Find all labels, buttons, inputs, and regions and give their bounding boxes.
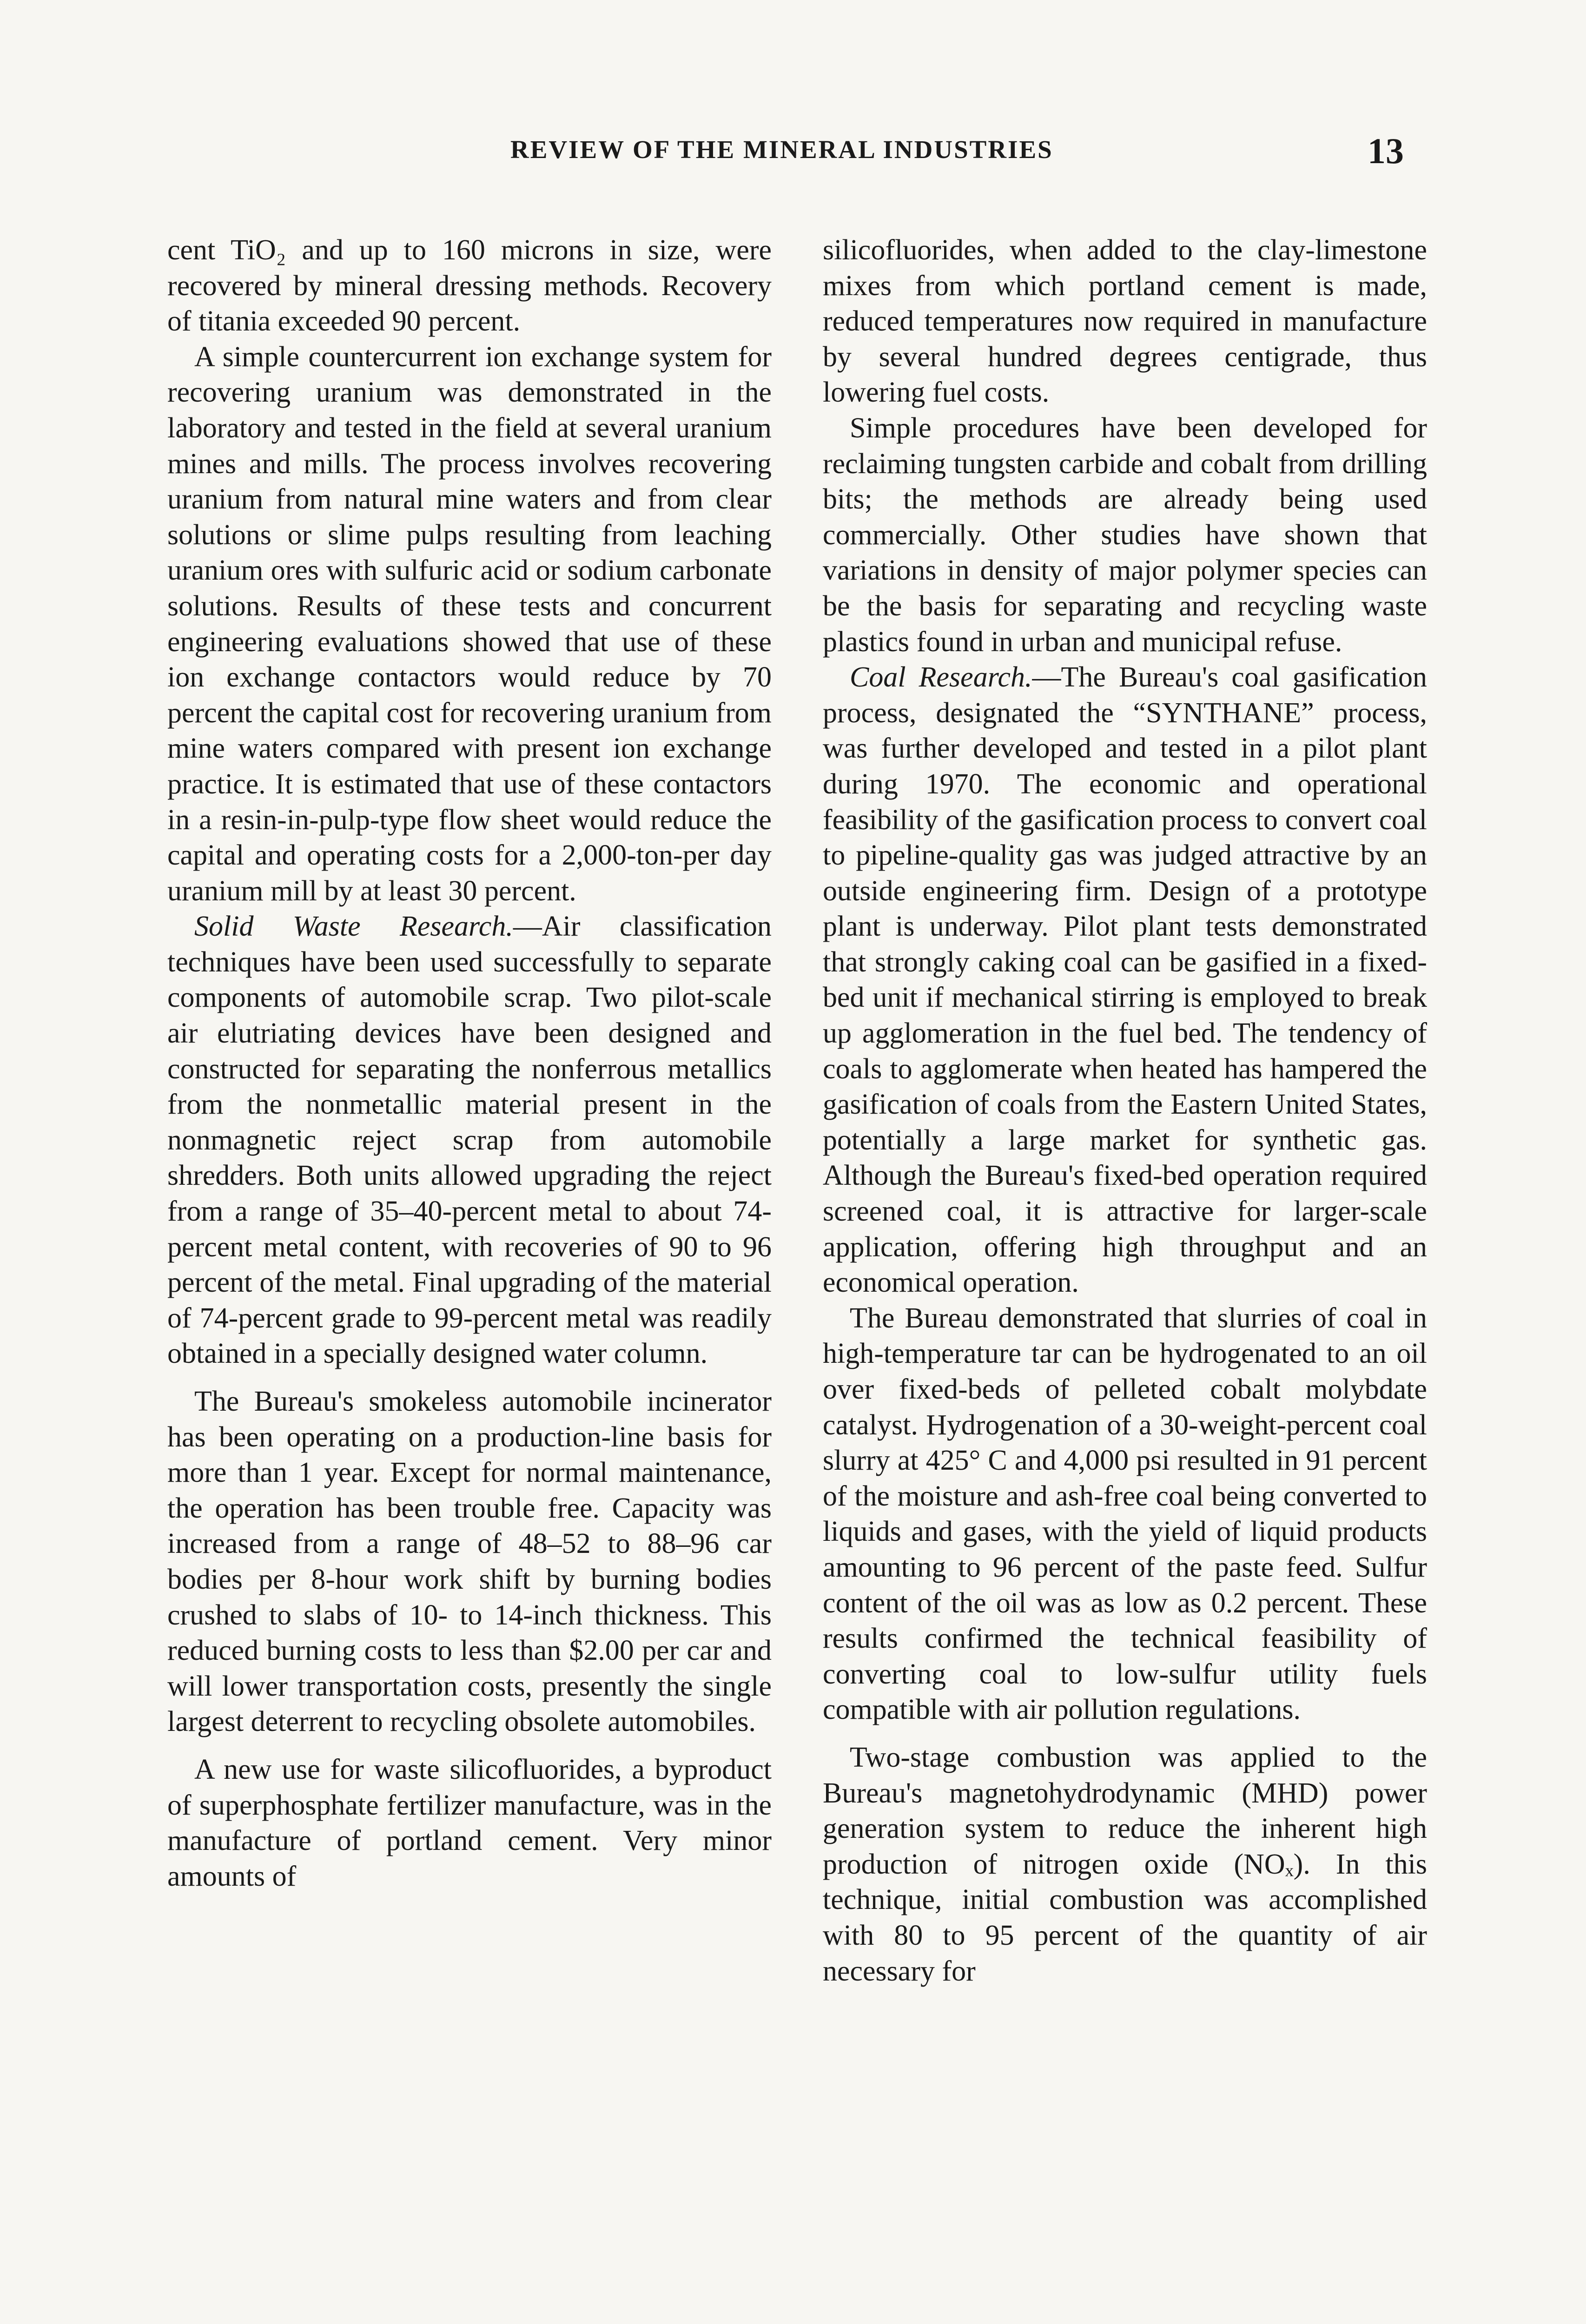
paragraph — [823, 660, 1427, 1301]
section-heading: Solid Waste Research. — [194, 911, 513, 943]
page-number: 13 — [1368, 131, 1404, 171]
paragraph: Simple procedures have been developed for reclaiming tungsten carbide and cobalt from drilling bits; the methods are already being used commercially. Other studies have shown that variations in density of major polymer species can be the basis for separating and recycling waste plastics found in urban and municipal refuse. — [823, 412, 1427, 658]
paragraph: A simple countercurrent ion exchange system for recovering uranium was demonstrated in the laboratory and tested in the field at several uranium mines and mills. The process involves recovering uranium from natural mine waters and from clear solutions or slime pulps resulting from leaching uranium ores with sulfuric acid or sodium carbonate solutions. Results of these tests and concurrent engineering evaluations showed that use of these ion exchange contactors would reduce by 70 percent the capital cost for recovering uranium from mine waters compared with present ion exchange practice. It is estimated that use of these contactors in a resin-in-pulp-type flow sheet would reduce the capital and operating costs for a 2,000-ton-per day uranium mill by at least 30 percent. — [167, 341, 772, 907]
paragraph — [167, 909, 772, 1372]
section-heading: Coal Research. — [850, 661, 1032, 693]
left-column — [167, 232, 772, 1894]
paragraph: Two-stage combustion was applied to the Bureau's magnetohydrodynamic (MHD) power generation system to reduce the inherent high production of nitrogen oxide (NOₓ). In this technique, initial combustion was accomplished with 80 to 95 percent of the quantity of air necessary for — [823, 1741, 1427, 1987]
paragraph: The Bureau's smokeless automobile incinerator has been operating on a production-line basis for more than 1 year. Except for normal maintenance, the operation has been trouble free. Capacity was increased from a range of 48–52 to 88–96 car bodies per 8-hour work shift by burning bodies crushed to slabs of 10- to 14-inch thickness. This reduced burning costs to less than $2.00 per car and will lower transportation costs, presently the single largest deterrent to recycling obsolete automobiles. — [167, 1386, 772, 1738]
paragraph: A new use for waste silicofluorides, a byproduct of superphosphate fertilizer manufacture, was in the manufacture of portland cement. Very minor amounts of — [167, 1753, 772, 1892]
paragraph: The Bureau demonstrated that slurries of coal in high-temperature tar can be hydrogenated to an oil over fixed-beds of pelleted cobalt molybdate catalyst. Hydrogenation of a 30-weight-percent coal slurry at 425° C and 4,000 psi resulted in 91 percent of the moisture and ash-free coal being converted to liquids and gases, with the yield of liquid products amounting to 96 percent of the paste feed. Sulfur content of the oil was as low as 0.2 percent. These results confirmed the technical feasibility of converting coal to low-sulfur utility fuels compatible with air pollution regulations. — [823, 1302, 1427, 1726]
paragraph: cent TiO₂ and up to 160 microns in size, were recovered by mineral dressing methods. Recovery of titania exceeded 90 percent. — [167, 234, 772, 337]
running-header: REVIEW OF THE MINERAL INDUSTRIES — [510, 135, 1053, 164]
paragraph-text: —Air classification techniques have been used successfully to separate components of automobile scrap. Two pilot-scale air elutriating devices have been designed and constructed for separating the nonferrous metallics from the nonmetallic material present in the nonmagnetic reject scrap from automobile shredders. Both units allowed upgrading the reject from a range of 35–40-percent metal to about 74-percent metal content, with recoveries of 90 to 96 percent of the metal. Final upgrading of the material of 74-percent grade to 99-percent metal was readily obtained in a specially designed water column. — [167, 911, 772, 1370]
paragraph-text: —The Bureau's coal gasification process, designated the “SYNTHANE” process, was further developed and tested in a pilot plant during 1970. The economic and operational feasibility of the gasification process to convert coal to pipeline-quality gas was judged attractive by an outside engineering firm. Design of a prototype plant is underway. Pilot plant tests demonstrated that strongly caking coal can be gasified in a fixed-bed unit if mechanical stirring is employed to break up agglomeration in the fuel bed. The tendency of coals to agglomerate when heated has hampered the gasification of coals from the Eastern United States, potentially a large market for synthetic gas. Although the Bureau's fixed-bed operation required screened coal, it is attractive for larger-scale application, offering high throughput and an economical operation. — [823, 661, 1427, 1299]
right-column — [823, 232, 1427, 1989]
paragraph: silicofluorides, when added to the clay-limestone mixes from which portland cement is made, reduced temperatures now required in manufacture by several hundred degrees centigrade, thus lowering fuel costs. — [823, 234, 1427, 409]
